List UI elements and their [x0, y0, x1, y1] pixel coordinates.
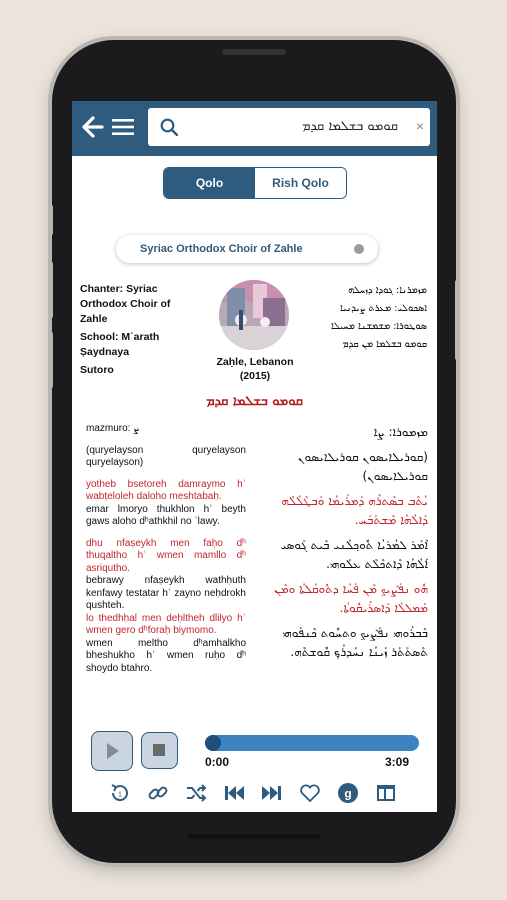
replay-icon[interactable]	[108, 781, 132, 805]
time-current: 0:00	[205, 755, 230, 769]
progress-thumb[interactable]	[205, 735, 221, 751]
verse-red: lo thedhḥal men deḥltheh dlilyo hʾ wmen gero dʰforaḥ biymomo.	[86, 612, 246, 636]
verse-red-syriac: ܝܳܬܶܒ ܒܣܶܬܪܶܗ ܕܰܡܪܰܝܡܳܐ ܘܰܒܛܶܠܳܠܶܗ ܕܰܐܠܳܗܳܐ ܡܶܫܬܰܒܰܚ.	[281, 494, 428, 527]
search-query: ܩܘܡܘ ܒܫܠܡܐ ܩܕܡ	[301, 119, 398, 134]
kyrie-line: (quryelayson quryelayson quryelayson)	[86, 444, 246, 468]
qolo-tab-switch	[163, 167, 347, 199]
mazmuro-label: mazmuro: ܨ	[86, 423, 140, 434]
syriac-info-line: ܐܣܟܘܠܝ: ܡܥܪܬ ܨܝܕܢܝܐ	[339, 303, 427, 314]
side-button	[48, 262, 53, 318]
syriac-info-line: ܡܙܡܪܢܐ: ܓܘܕܐ ܕܙܚܠܗ	[348, 285, 427, 296]
school-label: School: Mʿarath Ṣaydnaya	[80, 331, 160, 358]
speaker-notch	[222, 49, 286, 55]
recording-info	[80, 282, 192, 381]
layout-icon[interactable]	[374, 781, 398, 805]
svg-text:g: g	[344, 786, 352, 801]
location-place: Zaḥle, Lebanon	[216, 356, 294, 368]
hymn-title: ܩܘܡܘ ܒܫܠܡܐ ܩܕܡ	[206, 394, 303, 409]
choir-photo	[219, 280, 289, 350]
syriac-text-column	[262, 423, 428, 725]
back-arrow-icon[interactable]	[81, 115, 105, 139]
tab-qolo[interactable]: Qolo	[164, 168, 255, 198]
syriac-info	[312, 282, 427, 354]
verse-red: yotheb bsetoreh damraymo hʾ wabṭeloleh daloho meshtabaḥ.	[86, 478, 246, 502]
play-icon	[92, 732, 132, 770]
heart-icon[interactable]	[298, 781, 322, 805]
shuffle-icon[interactable]	[184, 781, 208, 805]
verse-black: bebrawy nfaṣeykh wathḥuth kenfawy testatar hʾ zayno neḥdrokh qushteh.	[86, 575, 246, 611]
side-button	[48, 205, 53, 235]
clear-icon[interactable]: ×	[415, 118, 424, 134]
menu-icon[interactable]	[112, 117, 134, 137]
time-total: 3:09	[385, 755, 410, 769]
choir-avatar	[219, 280, 289, 350]
mazmuro-label-syriac: ܡܙܡܘܪܐ: ܨܐ	[373, 425, 428, 439]
chanter-label: Chanter: Syriac Orthodox Choir of Zahle	[80, 283, 171, 325]
choir-status-dot	[354, 244, 364, 254]
progress-bar[interactable]	[205, 735, 419, 751]
audio-player	[72, 725, 437, 812]
stop-button[interactable]	[141, 732, 178, 769]
search-icon	[160, 118, 178, 136]
verse-black-syriac: ܐܶܡܰܪ ܠܡܳܪܝܳܐ ܬܽܘܟ݂ܠܳܢܝ ܒܶܝܬ ܓܰܘܣܝ ܐܰܠܳܗܳܐ ܕܶܐܬܟܶܠܶܬ ܥܠܰܘܗܝ.	[280, 538, 428, 571]
top-bar	[72, 101, 437, 156]
verse-black: emar lmoryo thukhlon hʾ beyth gaws aloho dʰathkhil no ʿlawy.	[86, 503, 246, 527]
choir-selector[interactable]	[116, 235, 378, 263]
search-input[interactable]	[148, 108, 430, 146]
category-label: Sutoro	[80, 364, 114, 376]
home-indicator	[188, 834, 320, 839]
tab-rish-qolo[interactable]: Rish Qolo	[255, 168, 346, 198]
svg-text:1: 1	[118, 791, 122, 799]
syriac-info-line: ܩܘܡܘ ܒܫܠܡܐ ܡܢ ܩܕܡ	[342, 339, 427, 350]
play-button[interactable]	[91, 731, 133, 771]
choir-selector-label: Syriac Orthodox Choir of Zahle	[140, 243, 303, 255]
location-year: (2015)	[239, 370, 271, 382]
info-circle-icon[interactable]	[336, 781, 360, 805]
stop-icon	[142, 733, 177, 768]
syriac-info-line: ܣܘܛܘܪܐ: ܡܫܡܫܢܐ ܡܚܝܠܐ	[331, 321, 427, 332]
skip-back-icon[interactable]	[222, 781, 246, 805]
verse-black: wmen meltho dʰamhalkho bheshukho hʾ wmen ruḥo dʰ shoydo btahro.	[86, 637, 246, 674]
verse-red: dhu nfaṣeykh men faḥo dʰ thuqaltho hʾ wmen mamllo dʰ asriqutho.	[86, 537, 246, 574]
verse-black-syriac: ܒܶܒܪܰܘܗܝ ܢܦܰܨܶܝܟ݂ ܘܬܚܽܘܬ ܟܶܢܦܰܘܗܝ ܬܶܣܬܰܬܰܪ ܙܰܝܢܳܐ ܢܚܰܕܪܳܟ݂ ܩܽܘܫܬܶܗ.	[282, 626, 428, 659]
recording-location	[200, 355, 310, 383]
skip-forward-icon[interactable]	[260, 781, 284, 805]
link-icon[interactable]	[146, 781, 170, 805]
power-button	[455, 280, 460, 360]
app-screen	[72, 101, 437, 812]
kyrie-line-syriac: (ܩܘܪܝܠܐܝܣܘܢ ܩܘܪܝܠܐܝܣܘܢ ܩܘܪܝܠܐܝܣܘܢ)	[297, 450, 428, 483]
transliteration-column	[86, 423, 246, 725]
verse-red-syriac: ܗܽܘ ܢܦܰܨܶܝܟ݂ ܡܶܢ ܦܰܚܳܐ ܕܬܽܘܩܳܠܬܳܐ ܘܡܶܢ ܡܰܡܠܠܳܐ ܕܰܐܣܪܺܝܩܽܘܬܳܐ.	[274, 582, 428, 615]
player-toolbar	[108, 781, 408, 805]
side-button	[48, 332, 53, 388]
